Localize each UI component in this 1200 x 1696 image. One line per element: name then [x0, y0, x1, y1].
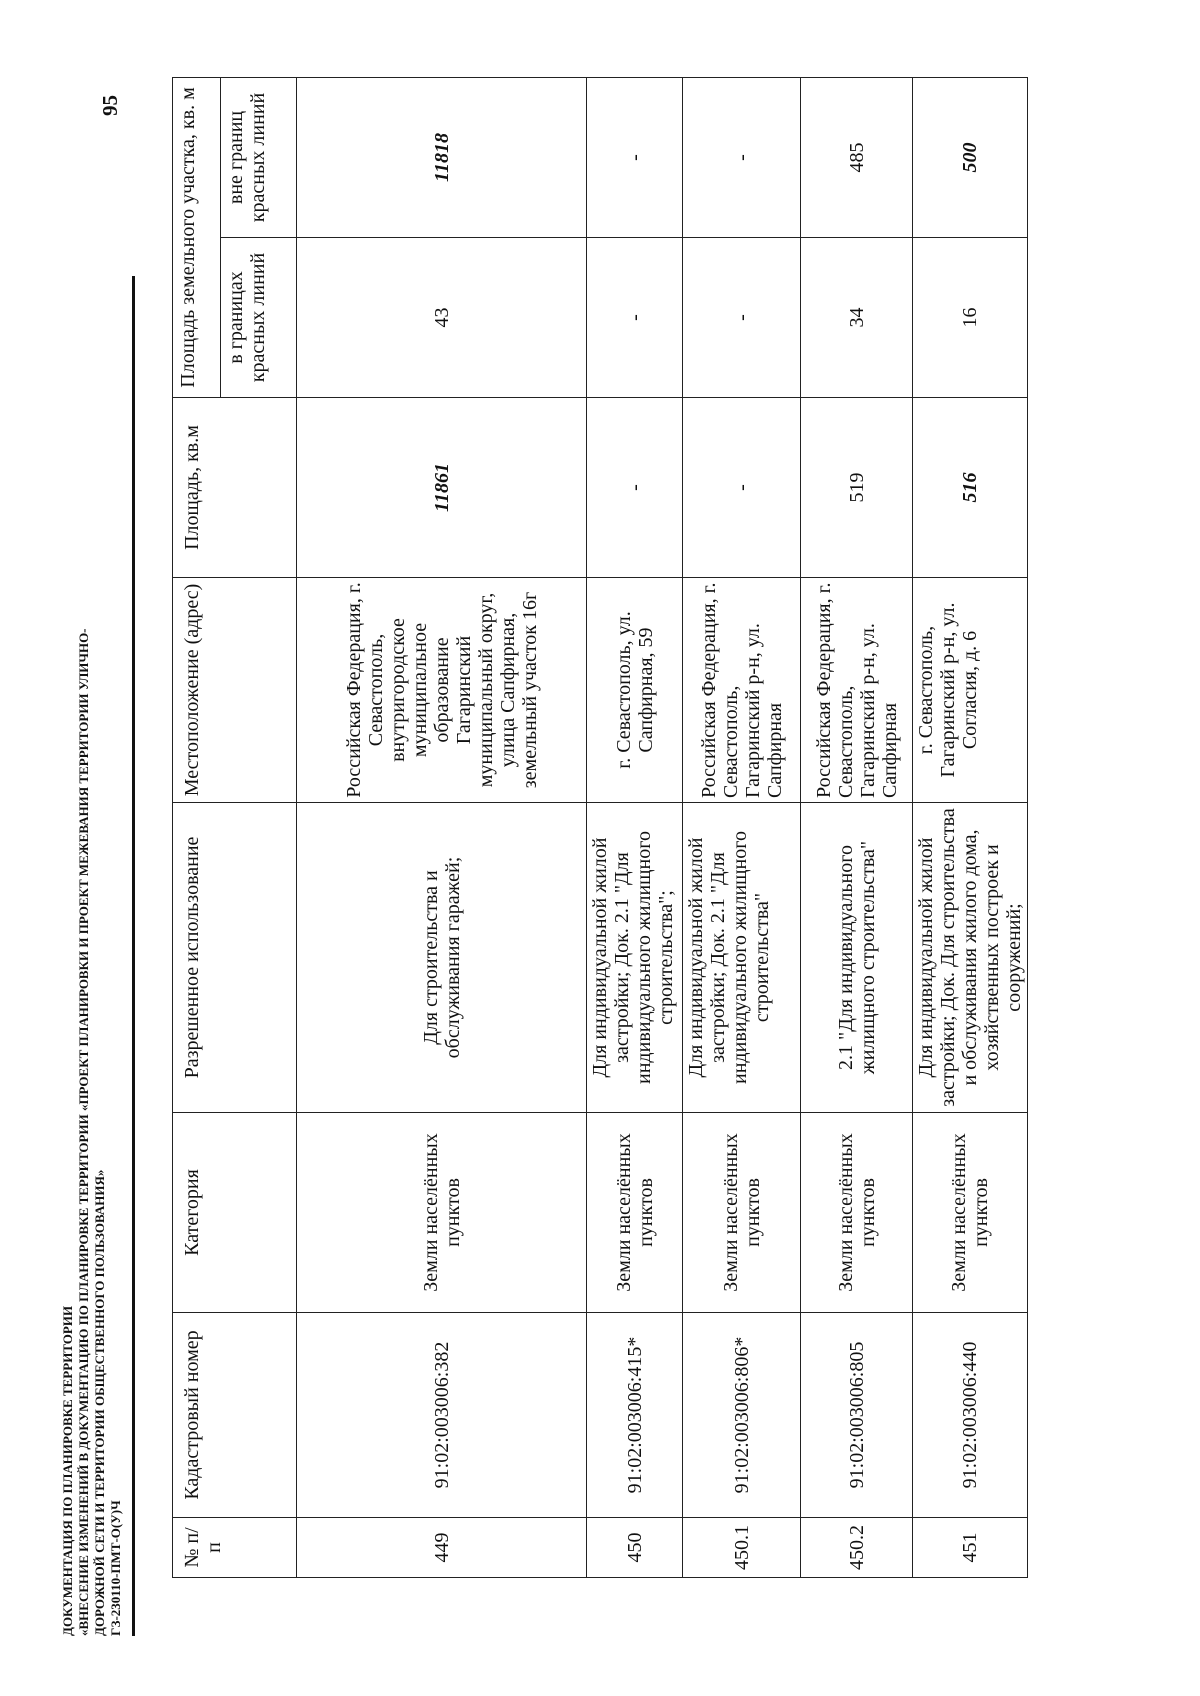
table-row — [913, 77, 1028, 1577]
cell-inside-red: 16 — [913, 238, 1028, 398]
cell-outside-red: - — [587, 77, 683, 237]
cell-location: Российская Федерация, г. Севастополь, внутригородское муниципальное образование Гагаринский муниципальный округ, улица Сапфирная, земельный участок 16г — [297, 578, 587, 803]
cell-cadastral: 91:02:003006:440 — [913, 1313, 1028, 1518]
header-line-4: ГЗ-230110-ПМТ-О(У)Ч — [108, 1500, 123, 1636]
col-header-outside-red: вне границ красных линий — [221, 77, 297, 237]
cell-usage: Для строительства и обслуживания гаражей; — [297, 803, 587, 1113]
table-row — [801, 77, 913, 1577]
cell-num: 449 — [297, 1518, 587, 1578]
land-plots-table — [172, 77, 1028, 1578]
cell-area: 516 — [913, 398, 1028, 578]
cell-area: - — [683, 398, 801, 578]
cell-cadastral: 91:02:003006:415* — [587, 1313, 683, 1518]
cell-category: Земли населённых пунктов — [801, 1113, 913, 1313]
header-rule — [132, 276, 135, 1636]
cell-usage: 2.1 "Для индивидуального жилищного строительства" — [801, 803, 913, 1113]
cell-location: г. Севастополь, ул. Сапфирная, 59 — [587, 578, 683, 803]
col-header-area: Площадь, кв.м — [173, 398, 297, 578]
header-line-3: ДОРОЖНОЙ СЕТИ И ТЕРРИТОРИИ ОБЩЕСТВЕННОГО ПОЛЬЗОВАНИЯ» — [92, 1169, 107, 1636]
cell-num: 450 — [587, 1518, 683, 1578]
cell-location: Российская Федерация, г. Севастополь, Гагаринский р-н, ул. Сапфирная — [683, 578, 801, 803]
cell-usage: Для индивидуальной жилой застройки; Док. Для строительства и обслуживания жилого дома, хозяйственных построек и сооружений; — [913, 803, 1028, 1113]
cell-category: Земли населённых пунктов — [683, 1113, 801, 1313]
cell-area: - — [587, 398, 683, 578]
land-plots-table-wrap — [172, 78, 1028, 1578]
col-header-usage: Разрешенное использование — [173, 803, 297, 1113]
cell-category: Земли населённых пунктов — [913, 1113, 1028, 1313]
page-number: 95 — [98, 95, 122, 116]
cell-usage: Для индивидуальной жилой застройки; Док. 2.1 "Для индивидуального жилищного строительства" — [683, 803, 801, 1113]
cell-num: 451 — [913, 1518, 1028, 1578]
cell-num: 450.1 — [683, 1518, 801, 1578]
cell-cadastral: 91:02:003006:382 — [297, 1313, 587, 1518]
col-header-category: Категория — [173, 1113, 297, 1313]
cell-inside-red: 34 — [801, 238, 913, 398]
cell-area: 11861 — [297, 398, 587, 578]
cell-area: 519 — [801, 398, 913, 578]
table-row — [297, 77, 587, 1577]
header-line-2: «ВНЕСЕНИЕ ИЗМЕНЕНИЙ В ДОКУМЕНТАЦИЮ ПО ПЛАНИРОВКЕ ТЕРРИТОРИИ «ПРОЕКТ ПЛАНИРОВКИ И ПРОЕКТ МЕЖЕВАНИЯ ТЕРРИТОРИИ УЛИЧНО- — [76, 628, 91, 1636]
cell-inside-red: - — [683, 238, 801, 398]
col-header-num: № п/п — [173, 1518, 297, 1578]
cell-inside-red: - — [587, 238, 683, 398]
cell-outside-red: 500 — [913, 77, 1028, 237]
cell-location: г. Севастополь, Гагаринский р-н, ул. Согласия, д. 6 — [913, 578, 1028, 803]
cell-category: Земли населённых пунктов — [587, 1113, 683, 1313]
header-line-1: ДОКУМЕНТАЦИЯ ПО ПЛАНИРОВКЕ ТЕРРИТОРИИ — [60, 1305, 75, 1636]
cell-outside-red: - — [683, 77, 801, 237]
col-header-inside-red: в границах красных линий — [221, 238, 297, 398]
table-row — [683, 77, 801, 1577]
cell-outside-red: 485 — [801, 77, 913, 237]
cell-location: Российская Федерация, г. Севастополь, Гагаринский р-н, ул. Сапфирная — [801, 578, 913, 803]
cell-category: Земли населённых пунктов — [297, 1113, 587, 1313]
table-row — [587, 77, 683, 1577]
cell-cadastral: 91:02:003006:806* — [683, 1313, 801, 1518]
cell-num: 450.2 — [801, 1518, 913, 1578]
cell-inside-red: 43 — [297, 238, 587, 398]
cell-cadastral: 91:02:003006:805 — [801, 1313, 913, 1518]
col-header-plot-area: Площадь земельного участка, кв. м — [173, 77, 221, 397]
col-header-location: Местоположение (адрес) — [173, 578, 297, 803]
col-header-cadastral: Кадастровый номер — [173, 1313, 297, 1518]
cell-outside-red: 11818 — [297, 77, 587, 237]
cell-usage: Для индивидуальной жилой застройки; Док. 2.1 "Для индивидуального жилищного строительства"; — [587, 803, 683, 1113]
document-header — [60, 186, 124, 1636]
